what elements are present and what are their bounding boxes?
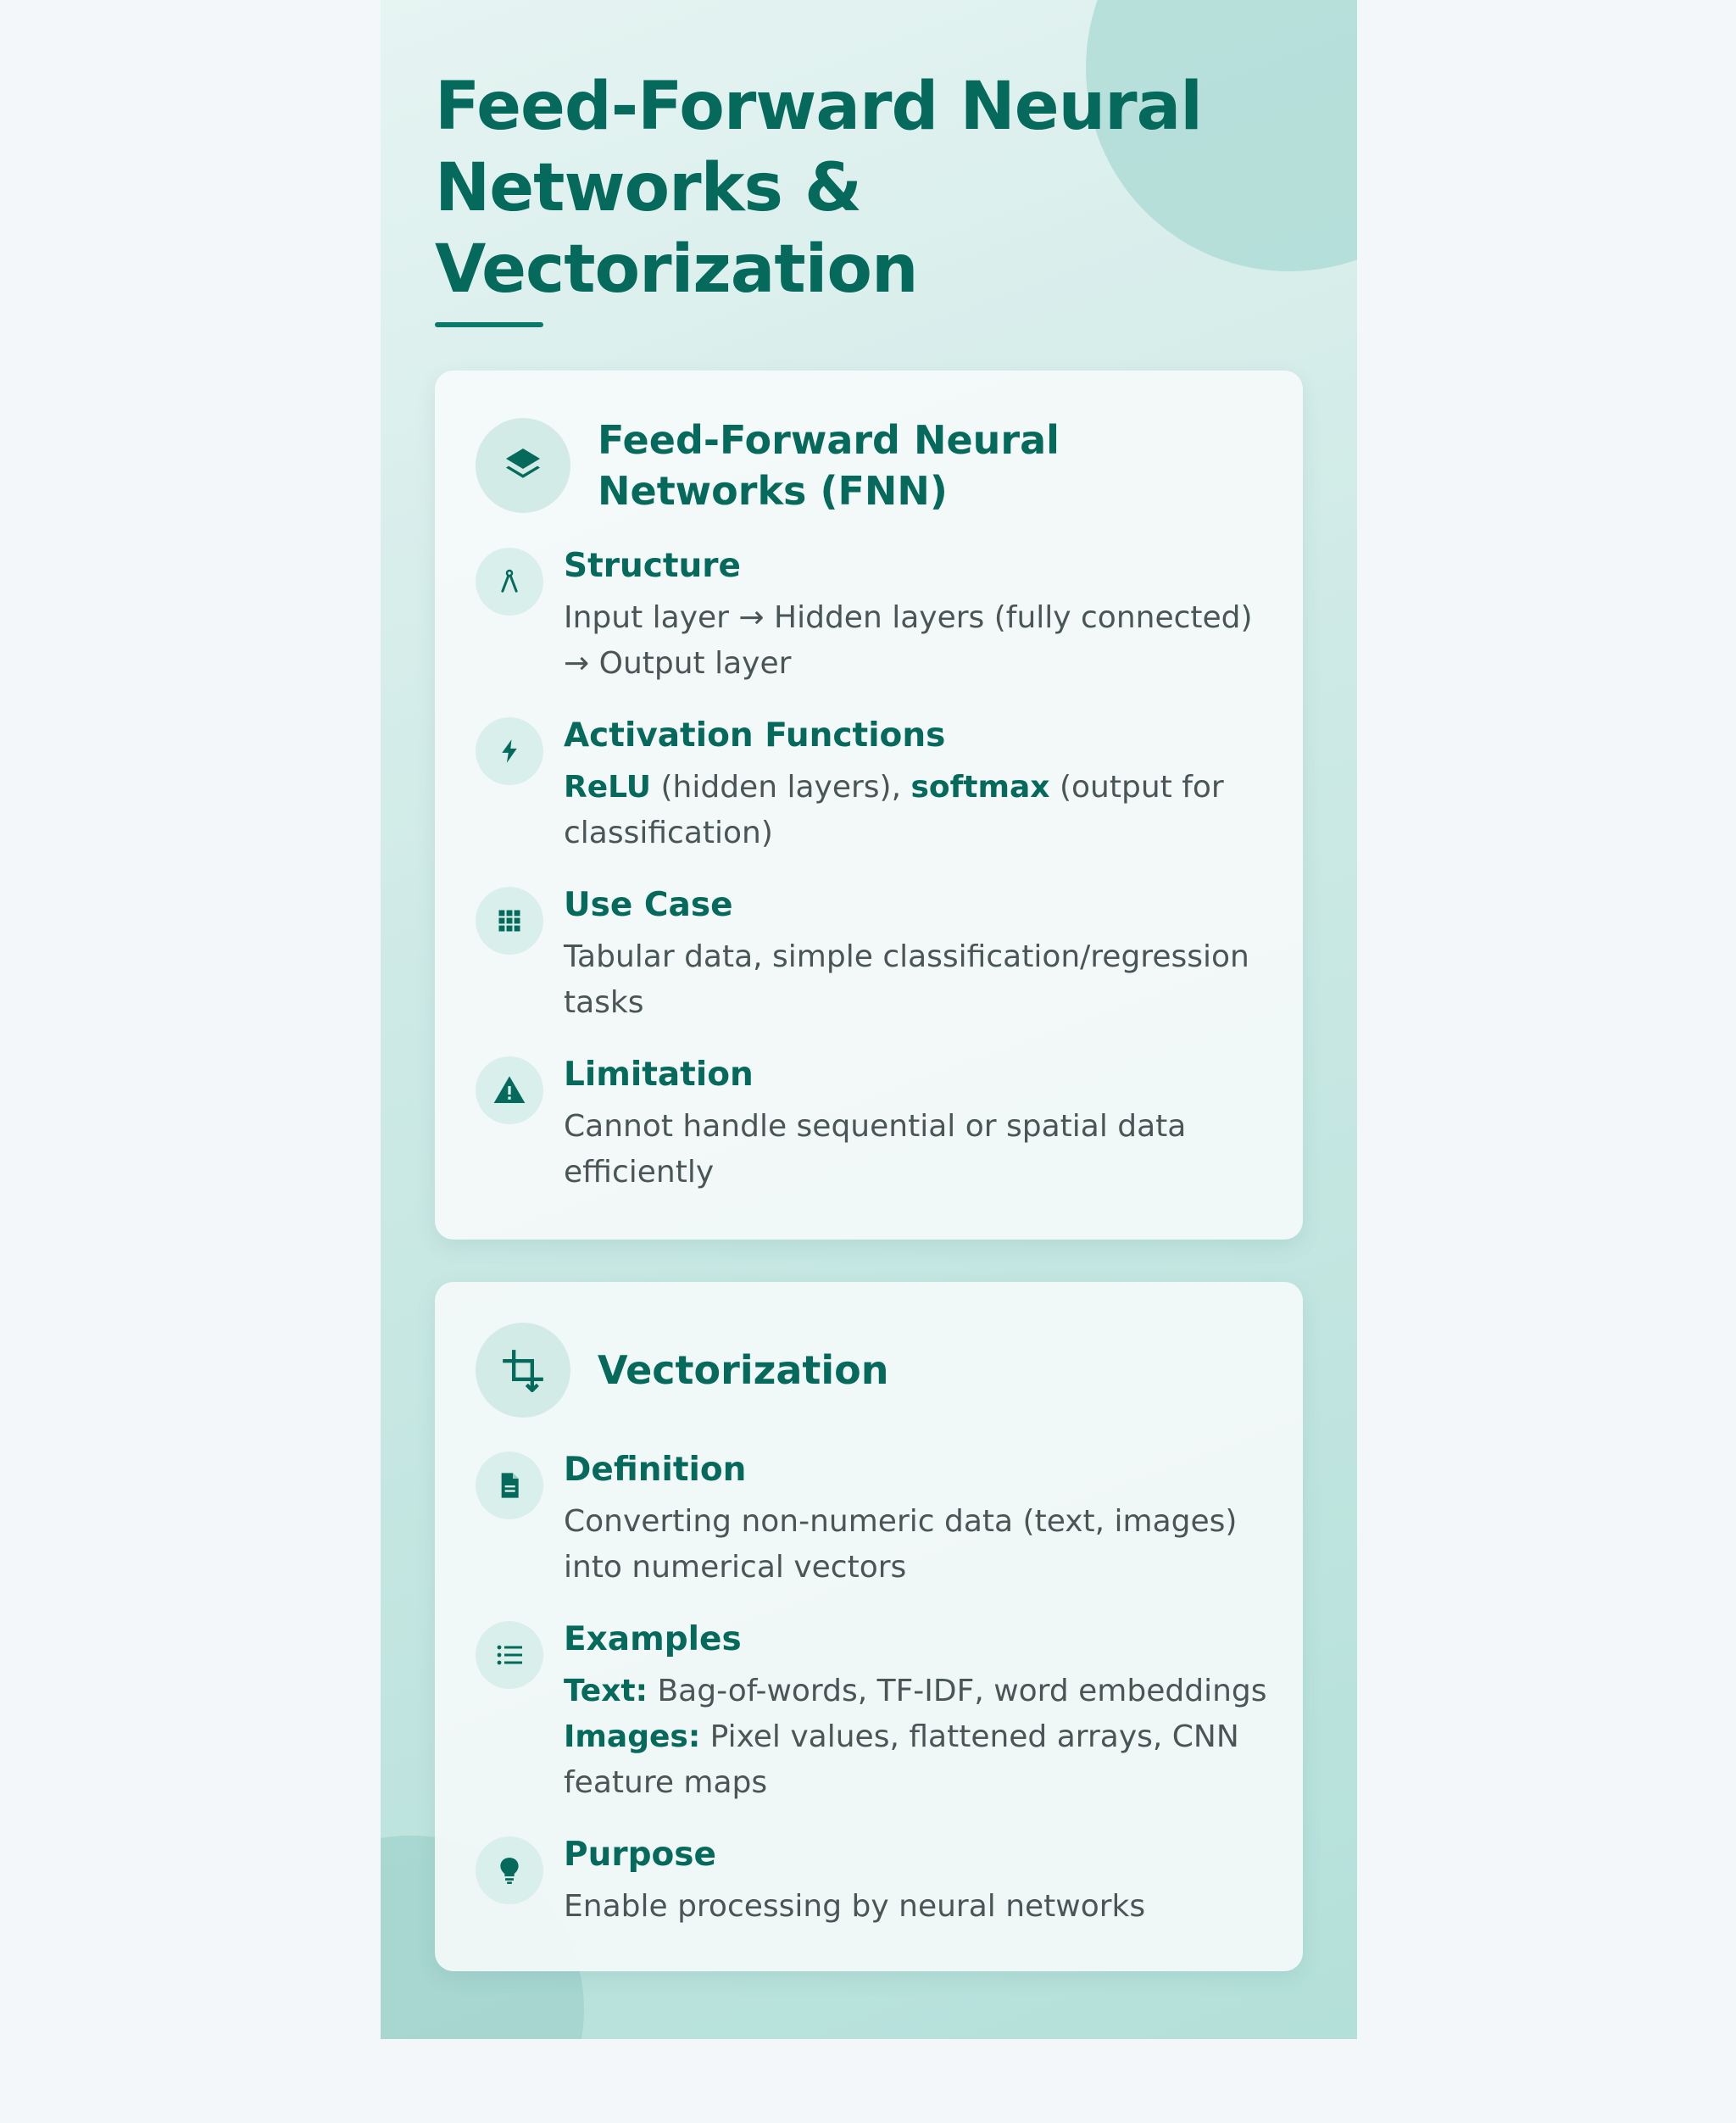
limitation-text: Cannot handle sequential or spatial data efficiently <box>564 1109 1187 1190</box>
structure-title: Structure <box>564 547 741 585</box>
purpose-title: Purpose <box>564 1836 716 1874</box>
vectorization-card <box>435 1282 1303 1971</box>
relu-note: (hidden layers), <box>651 770 911 805</box>
activation-text <box>564 765 1267 856</box>
examples-title: Examples <box>564 1620 742 1658</box>
examples-images-line <box>564 1714 1267 1806</box>
document-icon <box>476 1452 543 1519</box>
examples-images-value: Pixel values, flattened arrays, CNN feature maps <box>564 1719 1239 1800</box>
examples-text-value: Bag-of-words, TF-IDF, word embeddings <box>648 1674 1267 1708</box>
grid-icon <box>476 887 543 955</box>
fnn-card-header <box>476 415 1259 516</box>
definition-title: Definition <box>564 1451 747 1489</box>
use-case-text: Tabular data, simple classification/regression tasks <box>564 939 1249 1020</box>
examples-images-label: Images: <box>564 1719 701 1754</box>
structure-text: Input layer → Hidden layers (fully connected) → Output layer <box>564 600 1253 681</box>
use-case-title: Use Case <box>564 886 733 924</box>
crop-icon <box>476 1323 570 1418</box>
purpose-text: Enable processing by neural networks <box>564 1889 1146 1924</box>
limitation-title: Limitation <box>564 1056 754 1094</box>
fnn-card <box>435 371 1303 1240</box>
examples-text <box>564 1669 1267 1806</box>
content-panel <box>381 0 1357 2039</box>
title-underline <box>435 322 543 327</box>
activation-title: Activation Functions <box>564 716 946 755</box>
layers-icon <box>476 418 570 513</box>
examples-text-line <box>564 1669 1267 1714</box>
page-title: Feed-Forward Neural Networks & Vectorization <box>435 69 1203 308</box>
relu-term: ReLU <box>564 770 652 805</box>
list-icon <box>476 1621 543 1689</box>
definition-text: Converting non-numeric data (text, images) into numerical vectors <box>564 1504 1238 1585</box>
softmax-term: softmax <box>910 770 1050 805</box>
fnn-card-title: Feed-Forward Neural Networks (FNN) <box>598 417 1060 514</box>
compass-icon <box>476 548 543 616</box>
examples-text-label: Text: <box>564 1674 648 1708</box>
lightbulb-icon <box>476 1836 543 1904</box>
warning-icon <box>476 1056 543 1124</box>
softmax-note: (output for classification) <box>564 770 1224 850</box>
vectorization-card-header <box>476 1323 1259 1418</box>
lightning-bolt-icon <box>476 717 543 785</box>
vectorization-card-title: Vectorization <box>598 1347 889 1393</box>
